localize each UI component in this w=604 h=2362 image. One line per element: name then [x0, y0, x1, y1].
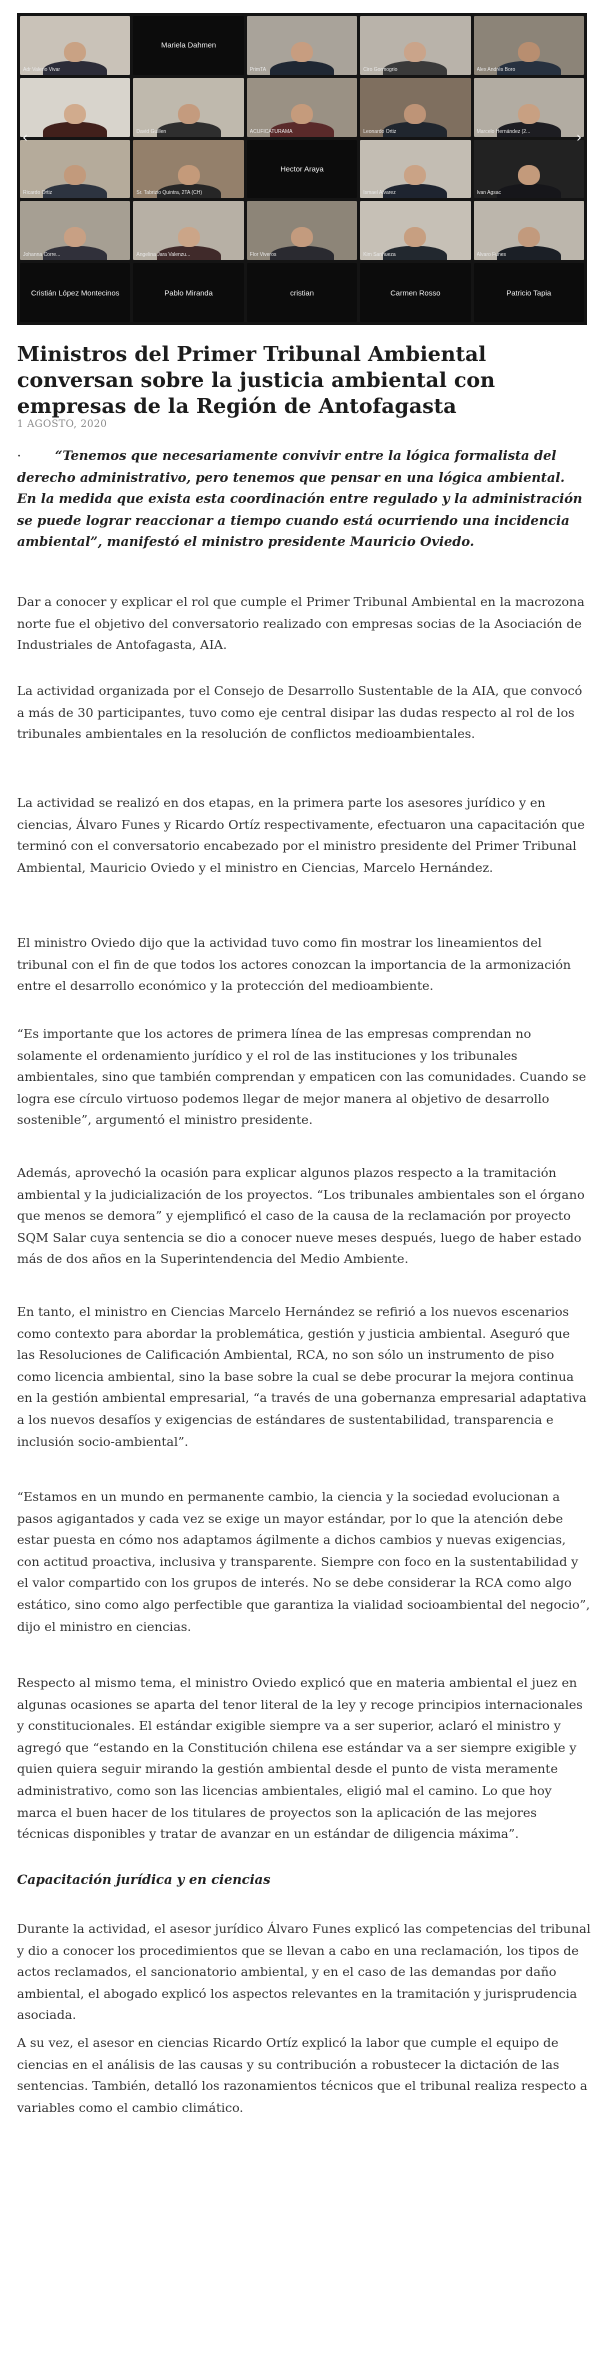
- article-date: 1 AGOSTO, 2020: [17, 419, 108, 430]
- participant-tile: [247, 263, 357, 322]
- participant-tile: [133, 201, 243, 260]
- participant-body: [43, 122, 107, 136]
- participant-tile: [474, 263, 584, 322]
- participant-tile: [360, 201, 470, 260]
- participant-name: Marcelo Hernández (2...: [476, 128, 531, 135]
- paragraph-1: Dar a conocer y explicar el rol que cumple el Primer Tribunal Ambiental en la macrozona norte fue el objetivo del conversatorio realizado con empresas socias de la Asociación de Industriales de Antofagasta, AIA.: [17, 594, 585, 653]
- chevron-left-icon: ‹: [22, 130, 28, 146]
- participant-head: [178, 227, 200, 247]
- lead-quote: “Tenemos que necesariamente convivir entre la lógica formalista del derecho administrativo, pero tenemos que pensar en una lógica ambiental. En la medida que exista esta coordinación entre regulado y la administración se puede lograr reaccionar a tiempo cuando está ocurriendo una incidencia ambiental”, manifestó el ministro presidente Mauricio Oviedo.: [17, 449, 583, 551]
- participant-head: [404, 165, 426, 185]
- participant-head: [518, 165, 540, 185]
- participant-name: Pablo Miranda: [164, 288, 213, 298]
- lead-bullet: ·: [17, 449, 22, 464]
- paragraph-3: La actividad se realizó en dos etapas, en la primera parte los asesores jurídico y en ciencias, Álvaro Funes y Ricardo Ortíz respectivamente, efectuaron una capacitación que terminó con el conversatorio encabezado por el ministro presidente del Primer Tribunal Ambiental, Mauricio Oviedo y el ministro en Ciencias, Marcelo Hernández.: [17, 795, 585, 875]
- participant-tile: [474, 16, 584, 75]
- participant-name: Angelina Jara Valenzu...: [136, 252, 191, 259]
- participant-name: Leonardo Ortiz: [363, 128, 397, 135]
- participant-tile: [20, 201, 130, 260]
- participant-name: Adr Valerio Vivar: [23, 66, 61, 73]
- participant-name: Sr. Tabrizio Quintra, 2TA (CH): [136, 190, 203, 197]
- participant-tile: [20, 263, 130, 322]
- participant-name: Cristián López Montecinos: [31, 288, 120, 298]
- participant-name: Mariela Dahmen: [161, 40, 217, 50]
- participant-tile: [133, 140, 243, 199]
- paragraph-5: “Es importante que los actores de primera línea de las empresas comprendan no solamente el ordenamiento jurídico y el rol de las instituciones y los tribunales ambientales, sino que también comprendan y empaticen con las comunidades. Cuando se logra ese círculo virtuoso podemos llegar de mejor manera al objetivo de desarrollo sostenible”, argumentó el ministro presidente.: [17, 1026, 587, 1128]
- participant-head: [64, 227, 86, 247]
- participant-head: [518, 42, 540, 62]
- participant-name: Johanna Corre...: [23, 252, 61, 259]
- participant-tile: [20, 140, 130, 199]
- participant-name: PrimTA: [249, 66, 267, 73]
- participant-tile: [133, 78, 243, 137]
- participant-tile: [474, 201, 584, 260]
- participant-head: [178, 104, 200, 124]
- participant-head: [404, 104, 426, 124]
- paragraph-8: “Estamos en un mundo en permanente cambio, la ciencia y la sociedad evolucionan a pasos agigantados y cada vez se exige un mayor estándar, por lo que la atención debe estar puesta en cómo nos adaptamos ágilmente a dichos cambios y nuevas exigencias, con actitud proactiva, inclusiva y transparente. Siempre con foco en la sustentabilidad y el valor compartido con los grupos de interés. No se debe considerar la RCA como algo estático, sino como algo perfectible que garantiza la vialidad socioambiental del negocio”, dijo el ministro en ciencias.: [17, 1489, 591, 1634]
- article-title: Ministros del Primer Tribunal Ambiental conversan sobre la justicia ambiental con empresas de la Región de Antofagasta: [17, 342, 496, 418]
- participant-tile: [20, 16, 130, 75]
- participant-tile: [247, 78, 357, 137]
- paragraph-10: Durante la actividad, el asesor jurídico Álvaro Funes explicó las competencias del tribunal y dio a conocer los procedimientos que se llevan a cabo en una reclamación, los tipos de actos reclamados, el sancionatorio ambiental, y en el caso de las demandas por daño ambiental, el abogado explicó los aspectos relevantes en la tramitación y jurisprudencia asociada.: [17, 1921, 591, 2023]
- participant-tile: [474, 140, 584, 199]
- participant-name: Ivan Agsac: [476, 190, 502, 197]
- participant-name: Flor Viveros: [249, 252, 277, 259]
- section-subheading: Capacitación jurídica y en ciencias: [17, 1873, 271, 1888]
- participant-tile: [474, 78, 584, 137]
- participant-name: Carmen Rosso: [390, 288, 441, 298]
- paragraph-4: El ministro Oviedo dijo que la actividad tuvo como fin mostrar los lineamientos del tribunal con el fin de que todos los actores conozcan la importancia de la armonización entre el desarrollo económico y la protección del medioambiente.: [17, 935, 571, 994]
- paragraph-7: En tanto, el ministro en Ciencias Marcelo Hernández se refirió a los nuevos escenarios como contexto para abordar la problemática, gestión y justicia ambiental. Aseguró que las Resoluciones de Calificación Ambiental, RCA, no son sólo un instrumento de piso como licencia ambiental, sino la base sobre la cual se debe procurar la mejora continua en la gestión ambiental empresarial, “a través de una gobernanza empresarial adaptativa a los nuevos desafíos y exigencias de estándares de sustentabilidad, transparencia e inclusión socio-ambiental”.: [17, 1304, 587, 1449]
- participant-name: Hector Araya: [280, 164, 324, 174]
- paragraph-11: A su vez, el asesor en ciencias Ricardo Ortíz explicó la labor que cumple el equipo de ciencias en el análisis de las causas y su contribución a robustecer la dictación de las sentencias. También, detalló los razonamientos técnicos que el tribunal realiza respecto a variables como el cambio climático.: [17, 2035, 588, 2115]
- participant-name: Ciro Gormogrio: [363, 66, 398, 73]
- participant-tile: [360, 263, 470, 322]
- article-lead: [17, 446, 587, 554]
- participant-tile: [360, 140, 470, 199]
- participant-tile: [247, 140, 357, 199]
- participant-name: cristian: [290, 288, 314, 298]
- participant-tile: [133, 16, 243, 75]
- participant-head: [64, 104, 86, 124]
- participant-name: Álvaro Funes: [476, 252, 507, 259]
- participant-head: [291, 42, 313, 62]
- participant-tile: [360, 78, 470, 137]
- participant-name: Alex Andrés Boro: [476, 66, 516, 73]
- paragraph-9: Respecto al mismo tema, el ministro Oviedo explicó que en materia ambiental el juez en algunas ocasiones se aparta del tenor literal de la ley y recoge principios internacionales y constitucionales. El estándar exigible siempre va a ser superior, aclaró el ministro y agregó que “estando en la Constitución chilena ese estándar va a ser siempre exigible y quien quiera seguir mirando la gestión ambiental desde el punto de vista meramente administrativo, como son las licencias ambientales, eligió mal el camino. Lo que hoy marca el buen hacer de los titulares de proyectos son la aplicación de las mejores técnicas disponibles y tratar de avanzar en un estándar de diligencia máxima”.: [17, 1675, 583, 1842]
- participant-name: Patricio Tapia: [506, 288, 552, 298]
- participant-head: [404, 227, 426, 247]
- video-call-screenshot: [17, 13, 587, 325]
- participant-tile: [247, 16, 357, 75]
- participant-name: ACUFICATURAMA: [249, 128, 293, 135]
- participant-head: [404, 42, 426, 62]
- paragraph-6: Además, aprovechó la ocasión para explicar algunos plazos respecto a la tramitación ambiental y la judicialización de los proyectos. “Los tribunales ambientales son el órgano que menos se demora” y ejemplificó el caso de la causa de la reclamación por proyecto SQM Salar cuya sentencia se dio a conocer nueve meses después, luego de haber estado más de dos años en la Superintendencia del Medio Ambiente.: [17, 1165, 585, 1267]
- participant-tile: [20, 78, 130, 137]
- participant-tile: [247, 201, 357, 260]
- participant-name: Ismael Alvarez: [363, 190, 396, 197]
- participant-head: [291, 104, 313, 124]
- participant-head: [64, 42, 86, 62]
- participant-head: [178, 165, 200, 185]
- participant-name: Ricardo Ortiz: [23, 190, 53, 197]
- participant-name: Kim Sanhueza: [363, 252, 396, 259]
- participant-name: David Guillen: [136, 128, 167, 135]
- chevron-right-icon: ›: [576, 130, 582, 146]
- paragraph-2: La actividad organizada por el Consejo de Desarrollo Sustentable de la AIA, que convocó a más de 30 participantes, tuvo como eje central disipar las dudas respecto al rol de los tribunales ambientales en la resolución de conflictos medioambientales.: [17, 683, 583, 742]
- participant-tile: [133, 263, 243, 322]
- participant-head: [291, 227, 313, 247]
- participant-tile: [360, 16, 470, 75]
- participant-head: [518, 104, 540, 124]
- participant-head: [518, 227, 540, 247]
- participant-head: [64, 165, 86, 185]
